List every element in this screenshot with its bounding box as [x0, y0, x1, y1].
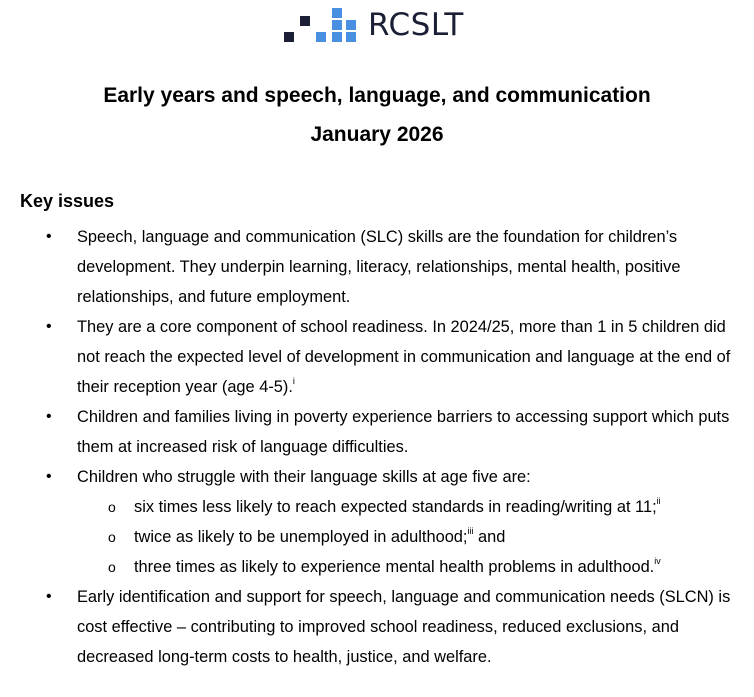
bullet-icon: • [46, 318, 52, 335]
bullet-icon: • [46, 468, 52, 485]
document-date: January 2026 [310, 123, 444, 146]
circle-bullet-icon: o [108, 529, 116, 545]
key-issues-list [0, 222, 754, 672]
list-item-text: Speech, language and communication (SLC) skills are the foundation for children’s development. They underpin learning, literacy, relationships, mental health, positive relationships, and future employment. [77, 228, 681, 306]
sub-list-item-text: three times as likely to experience mental health problems in adulthood. [134, 558, 655, 576]
list-item [0, 462, 754, 582]
sub-list-item-text: six times less likely to reach expected standards in reading/writing at 11; [134, 498, 657, 516]
circle-bullet-icon: o [108, 559, 116, 575]
key-issues-heading: Key issues [20, 191, 115, 211]
list-item-text: They are a core component of school readiness. In 2024/25, more than 1 in 5 children did not reach the expected level of development in communication and language at the end of their reception year (age 4-5). [77, 318, 731, 396]
list-item [0, 222, 754, 312]
document-title: Early years and speech, language, and communication [103, 84, 651, 107]
bullet-icon: • [46, 588, 52, 605]
footnote-ref[interactable]: iii [467, 525, 474, 536]
bullet-icon: • [46, 228, 52, 245]
list-item-text: Children who struggle with their language skills at age five are: [77, 468, 531, 486]
list-item-text: Children and families living in poverty experience barriers to accessing support which puts them at increased risk of language difficulties. [77, 408, 730, 456]
sub-list-item [77, 492, 746, 522]
list-item [0, 582, 754, 672]
sub-list-item-suffix: and [473, 528, 506, 546]
logo-text: RCSLT [368, 7, 464, 43]
circle-bullet-icon: o [108, 499, 116, 515]
sub-list-item [77, 552, 746, 582]
bullet-icon: • [46, 408, 52, 425]
footnote-ref[interactable]: iv [654, 555, 661, 566]
list-item [0, 312, 754, 402]
rcslt-logo-mark-icon [284, 8, 358, 42]
footnote-ref[interactable]: i [292, 375, 295, 386]
sub-list-item [77, 522, 746, 552]
footnote-ref[interactable]: ii [656, 495, 661, 506]
sub-list-item-text: twice as likely to be unemployed in adulthood; [134, 528, 468, 546]
sub-list [77, 492, 746, 582]
list-item [0, 402, 754, 462]
rcslt-logo [284, 8, 464, 42]
list-item-text: Early identification and support for speech, language and communication needs (SLCN) is cost effective – contributing to improved school readiness, reduced exclusions, and decreased long-term costs to health, justice, and welfare. [77, 588, 731, 666]
